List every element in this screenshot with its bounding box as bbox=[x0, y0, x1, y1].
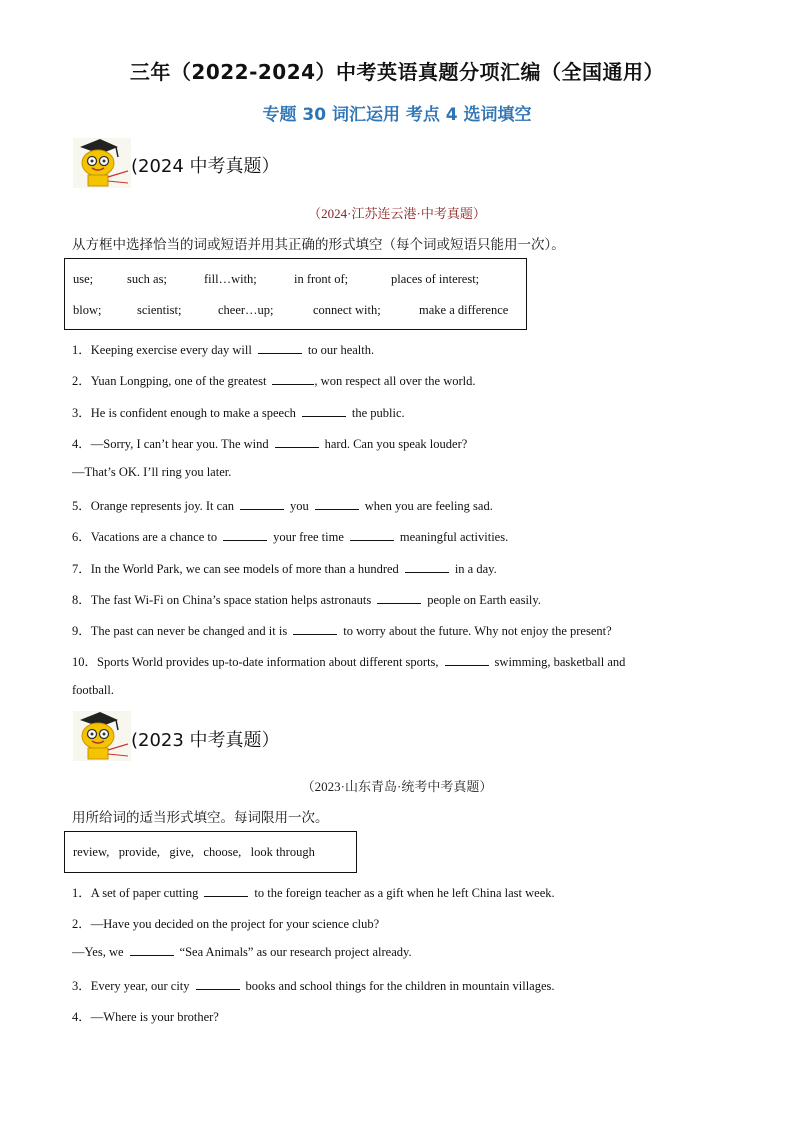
answer-blank[interactable] bbox=[258, 343, 302, 354]
question-2024-4-reply: —That’s OK. I’ll ring you later. bbox=[72, 465, 232, 479]
answer-blank[interactable] bbox=[377, 593, 421, 604]
answer-blank[interactable] bbox=[293, 624, 337, 635]
answer-blank[interactable] bbox=[350, 530, 394, 541]
doctor-mascot-icon bbox=[72, 710, 132, 762]
question-2023-2: 2．—Have you decided on the project for your science club? bbox=[72, 917, 380, 931]
question-2024-5: 5．Orange represents joy. It can you when you are feeling sad. bbox=[72, 499, 493, 513]
question-2024-3: 3．He is confident enough to make a speech the public. bbox=[72, 406, 405, 420]
answer-blank[interactable] bbox=[204, 886, 248, 897]
question-2024-1: 1．Keeping exercise every day will to our health. bbox=[72, 343, 375, 357]
answer-blank[interactable] bbox=[405, 562, 449, 573]
question-2023-2-reply: —Yes, we “Sea Animals” as our research project already. bbox=[72, 945, 412, 959]
question-2024-10: 10．Sports World provides up-to-date information about different sports, swimming, basketball and bbox=[72, 655, 626, 669]
source-2024: （2024·江苏连云港·中考真题） bbox=[308, 206, 486, 221]
question-2023-4: 4．—Where is your brother? bbox=[72, 1010, 219, 1024]
answer-blank[interactable] bbox=[223, 530, 267, 541]
doctor-mascot-icon bbox=[72, 137, 132, 189]
word-bank-item: places of interest; bbox=[391, 272, 480, 286]
source-2023: （2023·山东青岛·统考中考真题） bbox=[301, 779, 493, 794]
question-2024-6: 6．Vacations are a chance to your free time meaningful activities. bbox=[72, 530, 509, 544]
instruction-2023: 用所给词的适当形式填空。每词限用一次。 bbox=[72, 810, 329, 826]
word-bank-item: cheer…up; bbox=[218, 303, 274, 317]
word-bank-item: in front of; bbox=[294, 272, 349, 286]
question-2024-9: 9．The past can never be changed and it is to worry about the future. Why not enjoy the present? bbox=[72, 624, 612, 638]
answer-blank[interactable] bbox=[302, 406, 346, 417]
word-bank-item: fill…with; bbox=[204, 272, 257, 286]
word-bank-item: use; bbox=[73, 272, 94, 286]
answer-blank[interactable] bbox=[130, 945, 174, 956]
question-2023-3: 3．Every year, our city books and school things for the children in mountain villages. bbox=[72, 979, 555, 993]
answer-blank[interactable] bbox=[240, 499, 284, 510]
word-bank-2024 bbox=[64, 258, 527, 330]
section-heading-2023: (2023 中考真题） bbox=[131, 730, 280, 751]
question-2024-7: 7．In the World Park, we can see models of more than a hundred in a day. bbox=[72, 562, 497, 576]
question-2023-1: 1．A set of paper cutting to the foreign teacher as a gift when he left China last week. bbox=[72, 886, 555, 900]
word-bank-item: such as; bbox=[127, 272, 167, 286]
word-bank-item: blow; bbox=[73, 303, 102, 317]
instruction-2024: 从方框中选择恰当的词或短语并用其正确的形式填空（每个词或短语只能用一次）。 bbox=[72, 237, 565, 253]
answer-blank[interactable] bbox=[445, 655, 489, 666]
answer-blank[interactable] bbox=[272, 374, 314, 385]
answer-blank[interactable] bbox=[275, 437, 319, 448]
word-bank-2023 bbox=[64, 831, 357, 873]
answer-blank[interactable] bbox=[315, 499, 359, 510]
question-2024-8: 8．The fast Wi-Fi on China’s space station helps astronauts people on Earth easily. bbox=[72, 593, 541, 607]
section-heading-2024: (2024 中考真题） bbox=[131, 156, 280, 177]
question-2024-2: 2．Yuan Longping, one of the greatest , won respect all over the world. bbox=[72, 374, 476, 388]
word-bank-item: connect with; bbox=[313, 303, 381, 317]
question-2024-4: 4．—Sorry, I can’t hear you. The wind hard. Can you speak louder? bbox=[72, 437, 468, 451]
word-bank-item: make a difference bbox=[419, 303, 509, 317]
word-bank-items: review, provide, give, choose, look through bbox=[73, 845, 315, 859]
document-title: 三年（2022-2024）中考英语真题分项汇编（全国通用） bbox=[129, 60, 665, 84]
mascot-2023 bbox=[72, 710, 132, 767]
question-2024-10-continued: football. bbox=[72, 683, 115, 697]
mascot-2024 bbox=[72, 137, 132, 194]
word-bank-item: scientist; bbox=[137, 303, 182, 317]
document-subtitle: 专题 30 词汇运用 考点 4 选词填空 bbox=[262, 105, 532, 125]
answer-blank[interactable] bbox=[196, 979, 240, 990]
